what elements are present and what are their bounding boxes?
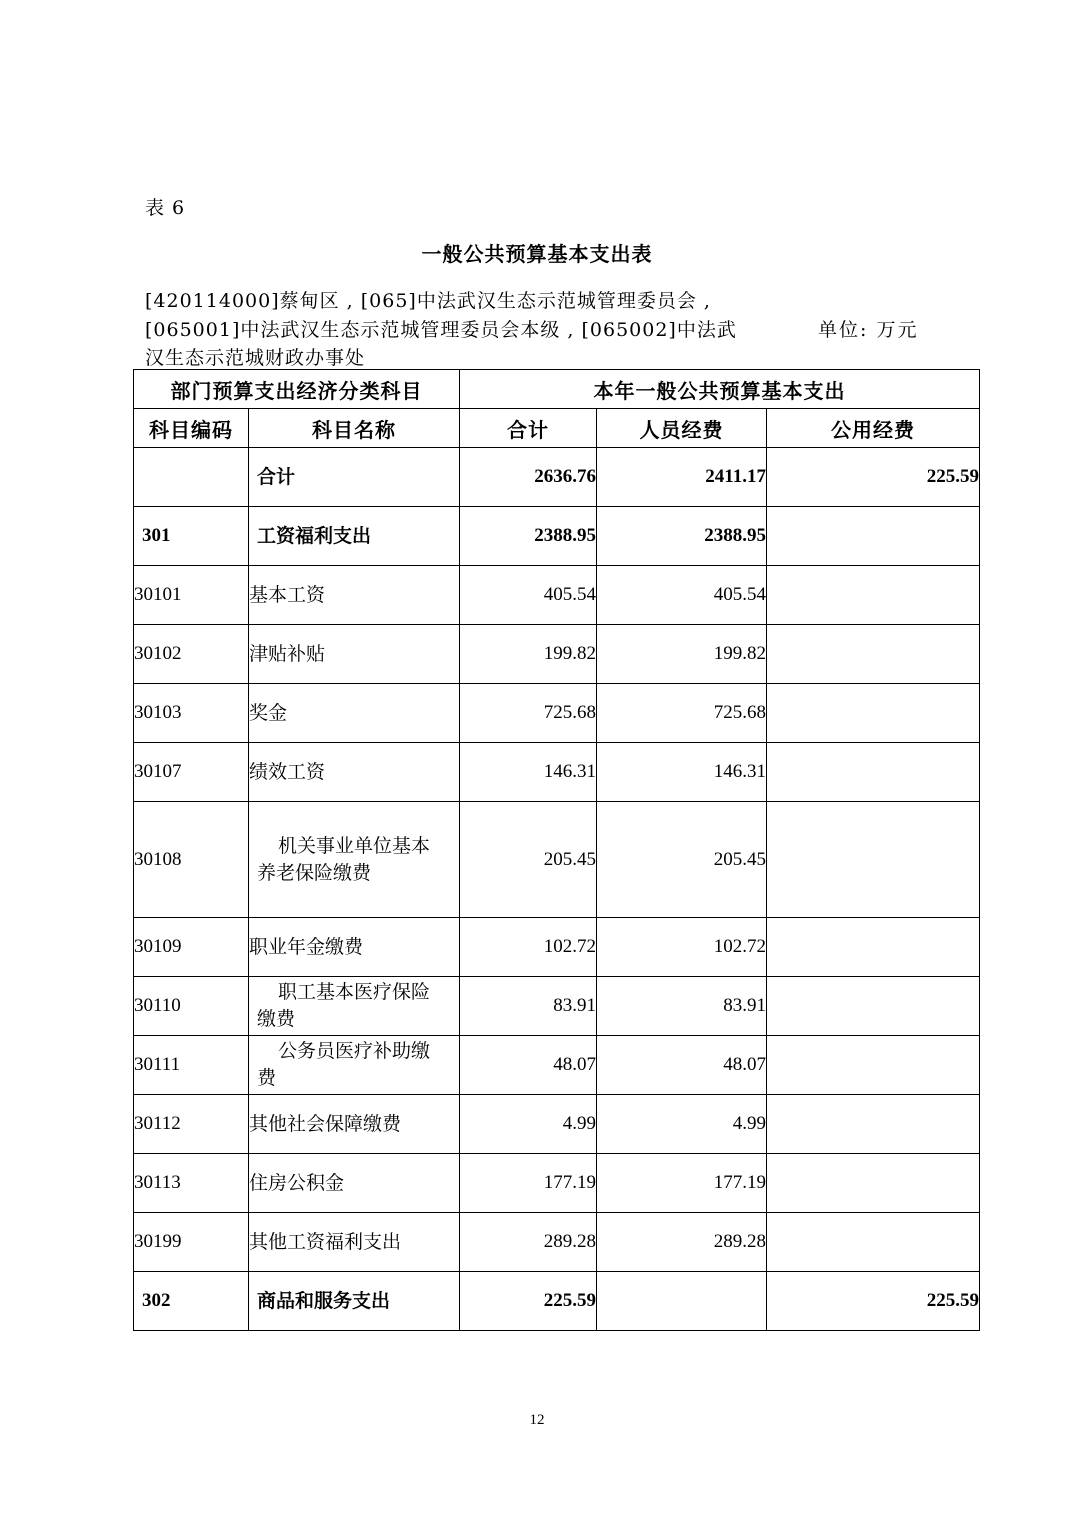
row-total: 225.59 [460, 1272, 597, 1331]
column-header-public: 公用经费 [767, 409, 980, 448]
row-code [134, 448, 249, 507]
row-personnel: 83.91 [597, 977, 767, 1036]
table-row [134, 625, 980, 684]
table-row [134, 977, 980, 1036]
table-row [134, 918, 980, 977]
row-public [767, 1036, 980, 1095]
org-line-2: [065001]中法武汉生态示范城管理委员会本级 , [065002]中法武 [145, 319, 737, 341]
row-name: 津贴补贴 [249, 625, 460, 684]
table-row [134, 1154, 980, 1213]
row-public [767, 507, 980, 566]
table-row [134, 1272, 980, 1331]
row-public [767, 918, 980, 977]
row-public: 225.59 [767, 1272, 980, 1331]
row-name: 绩效工资 [249, 743, 460, 802]
page-title: 一般公共预算基本支出表 [421, 242, 653, 266]
row-personnel: 177.19 [597, 1154, 767, 1213]
row-public [767, 1095, 980, 1154]
row-total: 48.07 [460, 1036, 597, 1095]
row-name: 机关事业单位基本养老保险缴费 [249, 802, 460, 918]
row-total: 102.72 [460, 918, 597, 977]
row-personnel: 205.45 [597, 802, 767, 918]
row-total: 2636.76 [460, 448, 597, 507]
row-personnel: 146.31 [597, 743, 767, 802]
group-header-expenditure: 本年一般公共预算基本支出 [460, 370, 980, 409]
row-total: 405.54 [460, 566, 597, 625]
row-personnel: 725.68 [597, 684, 767, 743]
row-name: 职业年金缴费 [249, 918, 460, 977]
row-public [767, 977, 980, 1036]
row-code: 30110 [134, 977, 249, 1036]
row-personnel: 4.99 [597, 1095, 767, 1154]
row-public [767, 743, 980, 802]
column-header-code: 科目编码 [134, 409, 249, 448]
row-total: 146.31 [460, 743, 597, 802]
row-personnel: 2411.17 [597, 448, 767, 507]
table-row [134, 1036, 980, 1095]
table-row [134, 566, 980, 625]
row-personnel: 48.07 [597, 1036, 767, 1095]
row-name: 合计 [249, 448, 460, 507]
row-public [767, 566, 980, 625]
row-name: 商品和服务支出 [249, 1272, 460, 1331]
table-row [134, 684, 980, 743]
table-label: 表 6 [145, 197, 186, 219]
row-public [767, 1213, 980, 1272]
row-total: 177.19 [460, 1154, 597, 1213]
row-personnel: 405.54 [597, 566, 767, 625]
row-personnel: 102.72 [597, 918, 767, 977]
row-total: 725.68 [460, 684, 597, 743]
column-header-row [134, 409, 980, 448]
row-code: 301 [134, 507, 249, 566]
unit-label: 单位: 万元 [818, 319, 919, 341]
row-code: 30107 [134, 743, 249, 802]
row-public [767, 1154, 980, 1213]
row-total: 2388.95 [460, 507, 597, 566]
org-line-3: 汉生态示范城财政办事处 [145, 347, 366, 369]
row-total: 83.91 [460, 977, 597, 1036]
group-header-row [134, 370, 980, 409]
row-public [767, 802, 980, 918]
row-total: 289.28 [460, 1213, 597, 1272]
row-name: 职工基本医疗保险缴费 [249, 977, 460, 1036]
row-personnel: 199.82 [597, 625, 767, 684]
row-name: 住房公积金 [249, 1154, 460, 1213]
column-header-personnel: 人员经费 [597, 409, 767, 448]
row-total: 4.99 [460, 1095, 597, 1154]
row-code: 30199 [134, 1213, 249, 1272]
row-code: 30108 [134, 802, 249, 918]
table-row [134, 507, 980, 566]
column-header-name: 科目名称 [249, 409, 460, 448]
row-code: 30111 [134, 1036, 249, 1095]
row-code: 30103 [134, 684, 249, 743]
table-row [134, 1095, 980, 1154]
table-row-total [134, 448, 980, 507]
row-name: 其他社会保障缴费 [249, 1095, 460, 1154]
row-public [767, 625, 980, 684]
page-number: 12 [529, 1412, 545, 1428]
row-name: 基本工资 [249, 566, 460, 625]
table-row [134, 802, 980, 918]
row-total: 199.82 [460, 625, 597, 684]
table-row [134, 743, 980, 802]
row-name: 奖金 [249, 684, 460, 743]
row-personnel: 289.28 [597, 1213, 767, 1272]
row-code: 30113 [134, 1154, 249, 1213]
row-code: 30109 [134, 918, 249, 977]
row-total: 205.45 [460, 802, 597, 918]
org-line-1: [420114000]蔡甸区 , [065]中法武汉生态示范城管理委员会 , [145, 290, 711, 312]
row-code: 30101 [134, 566, 249, 625]
row-public [767, 684, 980, 743]
row-code: 30102 [134, 625, 249, 684]
row-code: 302 [134, 1272, 249, 1331]
table-row [134, 1213, 980, 1272]
row-name: 其他工资福利支出 [249, 1213, 460, 1272]
row-name: 工资福利支出 [249, 507, 460, 566]
row-code: 30112 [134, 1095, 249, 1154]
row-personnel [597, 1272, 767, 1331]
row-name: 公务员医疗补助缴费 [249, 1036, 460, 1095]
column-header-total: 合计 [460, 409, 597, 448]
budget-table [133, 369, 980, 1331]
row-public: 225.59 [767, 448, 980, 507]
row-personnel: 2388.95 [597, 507, 767, 566]
group-header-category: 部门预算支出经济分类科目 [134, 370, 460, 409]
